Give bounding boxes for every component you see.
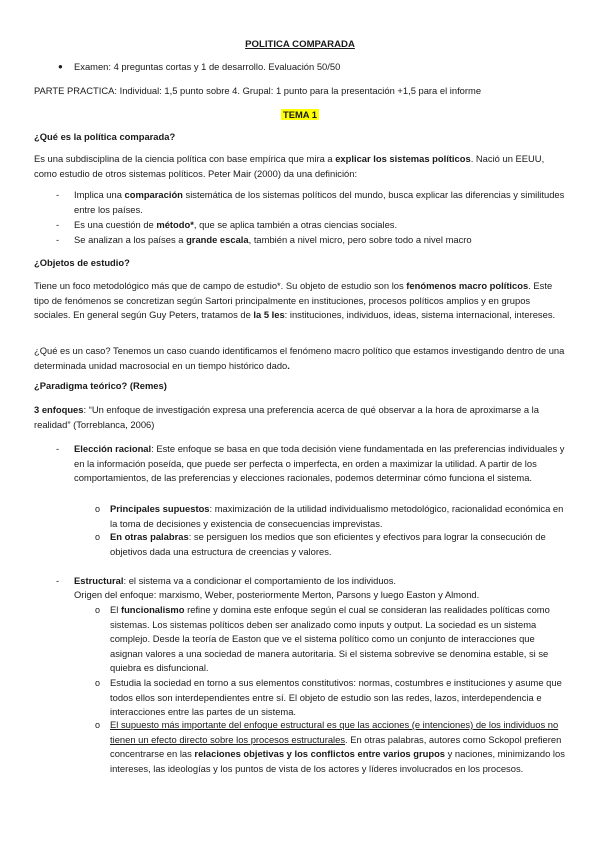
structural-subitem: o Estudia la sociedad en torno a sus elementos constitutivos: normas, costumbres e instituciones y asume que todos ellos son interdependientes entre sí. El objeto de estudio son las redes, lazos, interdependencia e interacciones entre las partes de un sistema. [95,677,562,718]
tema-heading [34,108,566,123]
practice-info: PARTE PRACTICA: Individual: 1,5 punto sobre 4. Grupal: 1 punto para la presentación +1,5 para el informe [34,85,482,96]
definition-item: - Implica una comparación sistemática de los sistemas políticos del mundo, busca explicar las diferencias y similitudes entre los países. [56,189,565,215]
dash-marker: - [56,219,60,230]
dash-marker: - [56,234,60,245]
dash-marker: - [56,443,60,454]
case-paragraph: ¿Qué es un caso? Tenemos un caso cuando identificamos el fenómeno macro político que estamos investigando dentro de una determinada unidad macrosocial en un tiempo histórico dado. [34,345,565,371]
circle-bullet-icon: o [95,532,101,542]
definition-item: - Se analizan a los países a grande escala, también a nivel micro, pero sobre todo a nivel macro [74,233,566,248]
structural-subitem: o El funcionalismo refine y domina este enfoque según el cual se consideran las realidades políticas como sistemas. Los sistemas políticos deben ser analizado como inputs y output. La sociedad es un sistema complejo. Desde la teoría de Easton que ve el sistema político como un conjunto de interacciones que asignan valores a una sociedad de manera autoritaria. Si el sistema sobrevive se denomina estable, si se quiebra es disfuncional. [95,604,550,674]
approaches-intro: 3 enfoques: “Un enfoque de investigación expresa una preferencia acerca de qué observar a la hora de aproximarse a la realidad” (Torreblanca, 2006) [34,404,539,430]
rational-subitem: o Principales supuestos: maximización de la utilidad individualismo metodológico, racionalidad económica en la toma de decisiones y existencia de consecuencias imprevistas. [95,503,564,529]
tema-highlight: TEMA 1 [282,109,318,120]
structural-item: - Estructural: el sistema va a condicionar el comportamiento de los individuos. [74,574,566,589]
structural-subitem: o El supuesto más importante del enfoque estructural es que las acciones (e intenciones) de los individuos no tienen un efecto directo sobre los procesos estructurales. En otras palabras, autores como Sckopol prefieren concentrarse en las relaciones objetivas y los conflictos entre varios grupos y naciones, minimizando los intereses, las ideologías y los puntos de vista de los actores y líderes involucrados en los procesos. [95,719,565,774]
circle-bullet-icon: o [95,504,101,514]
circle-bullet-icon: o [95,678,101,688]
exam-info-bullet: ● Examen: 4 preguntas cortas y 1 de desarrollo. Evaluación 50/50 [74,60,566,75]
circle-bullet-icon: o [95,605,101,615]
section-heading-objetos: ¿Objetos de estudio? [34,257,130,268]
rational-choice-item: - Elección racional: Este enfoque se basa en que toda decisión viene fundamentada en las preferencias individuales y en la información poseída, que puede ser perfecta o imperfecta, en orden a maximizar la utilidad. A partir de los comportamientos, de las preferencias y elecciones racionales, podemos determinar cómo funciona el sistema. [56,443,565,484]
section-heading-paradigma: ¿Paradigma teórico? (Remes) [34,380,167,391]
dash-marker: - [56,575,60,586]
structural-origin: Origen del enfoque: marxismo, Weber, posteriormente Merton, Parsons y luego Easton y Almond. [74,589,480,600]
circle-bullet-icon: o [95,720,101,730]
document-title: POLITICA COMPARADA [245,39,355,50]
section-heading-que-es: ¿Qué es la política comparada? [34,131,176,142]
objects-paragraph: Tiene un foco metodológico más que de campo de estudio*. Su objeto de estudio son los fenómenos macro políticos. Este tipo de fenómenos se concretizan según Sartori principalmente en instituciones, procesos políticos amplios y en grupos sociales. En general según Guy Peters, tratamos de la 5 Ies: instituciones, individuos, ideas, sistema internacional, intereses. [34,280,556,321]
bullet-icon: ● [58,62,63,71]
definition-paragraph: Es una subdisciplina de la ciencia política con base empírica que mira a explicar los sistemas políticos. Nació un EEUU, como estudio de otros sistemas políticos. Peter Mair (2000) da una definición: [34,153,545,179]
rational-subitem: o En otras palabras: se persiguen los medios que son eficientes y efectivos para lograr la consecución de objetivos dada una estructura de creencias y valores. [95,531,546,557]
dash-marker: - [56,189,60,200]
definition-item: - Es una cuestión de método*, que se aplica también a otras ciencias sociales. [74,218,566,233]
